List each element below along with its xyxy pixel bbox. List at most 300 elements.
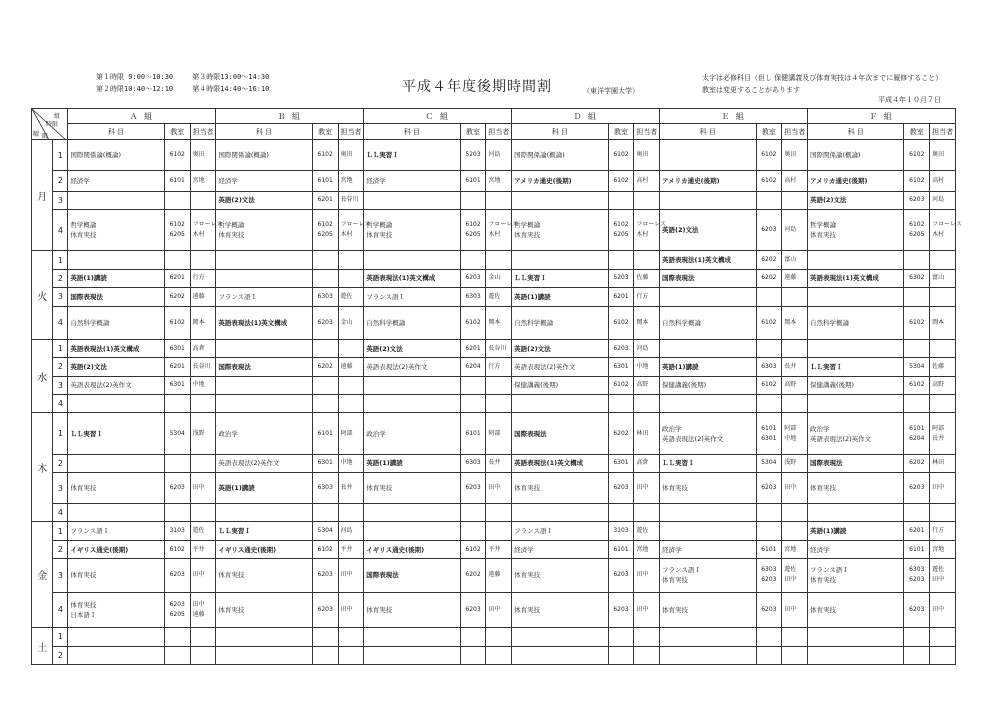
teacher-cell <box>782 376 808 394</box>
room-cell-line: 6102 <box>909 318 925 326</box>
teacher-cell <box>782 339 808 357</box>
room-cell-line: 6101 <box>169 176 185 184</box>
room-cell-line: 6202 <box>317 362 333 370</box>
subject-cell <box>216 540 312 558</box>
teacher-cell <box>634 288 660 306</box>
subject-cell <box>660 171 756 192</box>
room-cell-line: 6102 <box>909 151 925 158</box>
period-number: 1 <box>53 413 68 454</box>
room-cell <box>164 376 190 394</box>
room-cell <box>608 540 634 558</box>
subject-cell <box>660 504 756 522</box>
room-cell <box>312 540 338 558</box>
room-cell <box>756 413 782 454</box>
period-number: 2 <box>53 358 68 376</box>
room-cell <box>312 339 338 357</box>
subject-cell <box>807 339 903 357</box>
teacher-cell <box>930 646 956 665</box>
room-cell <box>608 306 634 339</box>
subject-cell <box>216 454 312 472</box>
subject-cell <box>216 473 312 504</box>
room-cell-line: 6301 <box>613 362 629 370</box>
teacher-cell <box>338 592 364 628</box>
teacher-cell <box>486 394 512 412</box>
teacher-cell <box>930 288 956 306</box>
teacher-header: 担当者 <box>338 124 364 140</box>
subject-cell-line: 哲学概論 <box>514 221 541 230</box>
subject-cell-line: 自然科学概論 <box>809 318 849 327</box>
period-row <box>32 251 956 269</box>
teacher-cell <box>486 171 512 192</box>
teacher-cell <box>338 504 364 522</box>
teacher-cell-line: 木村 <box>488 231 501 239</box>
room-cell <box>312 646 338 665</box>
period-4-time: 第４時限14:40～16:10 <box>192 85 270 93</box>
room-cell-line: 6203 <box>317 605 333 613</box>
subject-cell <box>660 628 756 646</box>
room-cell <box>460 394 486 412</box>
teacher-cell-line: 岡本 <box>784 318 797 326</box>
subject-cell <box>68 358 164 376</box>
room-cell <box>756 191 782 209</box>
room-cell-line: 6203 <box>761 576 777 584</box>
subject-cell <box>512 358 608 376</box>
subject-cell-line: 国際表現法 <box>366 571 399 580</box>
subject-cell <box>807 269 903 287</box>
subject-cell-line: 体育実技 <box>514 231 541 240</box>
room-cell <box>756 646 782 665</box>
room-cell <box>904 592 930 628</box>
room-cell <box>608 413 634 454</box>
teacher-cell-line: フローレス <box>488 221 519 229</box>
teacher-cell <box>930 522 956 540</box>
teacher-cell-line: 木村 <box>932 231 945 239</box>
room-cell-line: 6202 <box>613 429 629 437</box>
teacher-cell <box>338 522 364 540</box>
room-cell <box>164 358 190 376</box>
period-row <box>32 191 956 209</box>
room-cell-line: 6201 <box>169 274 185 282</box>
subject-cell <box>68 559 164 592</box>
room-cell-line: 6301 <box>761 434 777 442</box>
subject-cell-line: 哲学概論 <box>809 221 836 230</box>
subject-header: 科 目 <box>660 124 756 140</box>
subject-cell-line: 経済学 <box>366 176 386 185</box>
subject-cell <box>364 376 460 394</box>
subject-cell <box>364 628 460 646</box>
teacher-cell <box>782 210 808 251</box>
subject-cell-line: 体育実技 <box>70 600 97 609</box>
teacher-cell-line: 阿部 <box>340 429 353 437</box>
room-cell <box>460 376 486 394</box>
teacher-cell <box>338 269 364 287</box>
subject-cell <box>512 376 608 394</box>
subject-cell <box>660 559 756 592</box>
subject-cell-line: 国際関係論(概論) <box>809 151 861 159</box>
teacher-cell <box>634 171 660 192</box>
teacher-cell-line: 行方 <box>932 527 945 535</box>
teacher-cell-line: 奥田 <box>636 151 649 158</box>
period-row <box>32 646 956 665</box>
subject-header: 科 目 <box>68 124 164 140</box>
room-cell <box>904 191 930 209</box>
room-cell <box>312 288 338 306</box>
teacher-cell-line: 木村 <box>636 231 649 239</box>
teacher-cell <box>486 358 512 376</box>
room-cell <box>608 592 634 628</box>
subject-cell-line: ＬＬ実習Ｉ <box>514 274 547 283</box>
room-cell-line: 6203 <box>909 196 925 204</box>
subject-cell <box>512 269 608 287</box>
teacher-cell <box>190 358 216 376</box>
subject-cell <box>660 376 756 394</box>
teacher-cell <box>190 140 216 171</box>
room-cell-line: 5304 <box>761 459 777 467</box>
room-cell <box>904 559 930 592</box>
subject-cell <box>68 522 164 540</box>
subject-cell <box>512 288 608 306</box>
subject-cell <box>512 191 608 209</box>
room-cell-line: 6301 <box>317 459 333 467</box>
teacher-cell <box>486 288 512 306</box>
room-cell-line: 6203 <box>613 484 629 492</box>
subject-cell-line: 保健講義(後期) <box>662 381 707 390</box>
period-3-time: 第３時限13:00～14:30 <box>192 73 270 81</box>
teacher-cell <box>634 394 660 412</box>
subject-cell-line: 英語(2)文法 <box>366 344 403 353</box>
room-cell <box>164 140 190 171</box>
room-cell <box>312 140 338 171</box>
room-cell-line: 6203 <box>465 605 481 613</box>
room-cell <box>312 191 338 209</box>
room-cell-line: 6303 <box>761 566 777 574</box>
room-cell-line: 6301 <box>169 381 185 389</box>
subject-cell-line: 体育実技 <box>514 605 541 614</box>
period-number: 2 <box>53 171 68 192</box>
subject-cell-line: ＬＬ実習Ｉ <box>809 362 843 371</box>
teacher-cell-line: 高村 <box>784 176 797 184</box>
room-cell <box>608 559 634 592</box>
room-cell <box>904 339 930 357</box>
room-cell-line: 6203 <box>613 605 629 613</box>
teacher-cell-line: 奥田 <box>192 151 205 158</box>
subject-cell-line: 経済学 <box>662 545 682 554</box>
teacher-cell <box>190 454 216 472</box>
subject-cell-line: 体育実技 <box>218 231 245 240</box>
subject-cell-line: ＬＬ実習Ｉ <box>218 527 251 536</box>
period-row <box>32 592 956 628</box>
room-cell-line: 6102 <box>613 151 629 158</box>
room-cell-line: 6205 <box>613 231 629 239</box>
room-cell <box>460 210 486 251</box>
room-cell <box>904 413 930 454</box>
subject-cell-line: 英語表現法(2)英作文 <box>809 434 872 443</box>
subject-cell <box>512 504 608 522</box>
teacher-cell <box>486 540 512 558</box>
subject-cell <box>660 210 756 251</box>
teacher-cell <box>486 210 519 251</box>
room-cell <box>608 454 634 472</box>
room-cell <box>904 540 930 558</box>
teacher-cell-line: 奥田 <box>932 151 945 158</box>
subject-cell-line: 自然科学概論 <box>366 318 406 327</box>
room-cell-line: 6201 <box>613 292 629 300</box>
teacher-cell-line: 高村 <box>932 176 945 184</box>
teacher-cell <box>338 339 364 357</box>
subject-cell-line: 体育実技 <box>514 571 541 580</box>
subject-cell <box>807 140 903 171</box>
room-cell <box>460 592 486 628</box>
room-cell <box>904 628 930 646</box>
teacher-cell <box>930 394 956 412</box>
teacher-cell-line: 岡本 <box>192 318 205 326</box>
room-cell <box>164 210 190 251</box>
subject-cell-line: 英語表現法(1)英文構成 <box>514 459 584 468</box>
subject-cell-line: 英語(1)講読 <box>514 292 551 301</box>
room-cell-line: 6102 <box>761 318 777 326</box>
room-cell-line: 6102 <box>613 381 629 389</box>
subject-cell-line: 国際関係論(概論) <box>218 151 269 159</box>
teacher-cell-line: フローレス <box>340 221 371 229</box>
teacher-cell <box>634 540 660 558</box>
teacher-cell-line: 中地 <box>784 434 797 442</box>
subject-cell-line: フランス語Ｉ <box>809 566 849 575</box>
period-number: 1 <box>53 140 68 171</box>
teacher-cell-line: 長谷川 <box>488 344 507 352</box>
subject-cell-line: 自然科学概論 <box>662 318 702 327</box>
subject-cell-line: フランス語Ｉ <box>70 527 110 536</box>
teacher-cell <box>486 413 512 454</box>
subject-cell <box>216 592 312 628</box>
subject-cell-line: 政治学 <box>809 424 830 433</box>
subject-cell <box>216 269 312 287</box>
room-cell <box>312 376 338 394</box>
teacher-cell <box>930 473 956 504</box>
room-cell-line: 6302 <box>909 274 925 282</box>
room-cell-line: 6202 <box>465 571 481 579</box>
subject-cell <box>216 413 312 454</box>
room-cell-line: 6203 <box>761 484 777 492</box>
room-cell <box>164 306 190 339</box>
subject-cell-line: 英語(2)文法 <box>514 344 551 353</box>
timetable-body <box>32 140 962 665</box>
subject-cell-line: 体育実技 <box>809 231 836 240</box>
teacher-cell <box>338 251 364 269</box>
room-cell <box>164 171 190 192</box>
room-cell <box>608 288 634 306</box>
room-cell <box>460 559 486 592</box>
room-cell <box>164 559 190 592</box>
subject-cell-line: 国際関係論(概論) <box>70 151 121 159</box>
teacher-cell-line: 中地 <box>192 381 205 389</box>
room-cell <box>460 522 486 540</box>
teacher-cell <box>486 559 512 592</box>
subject-cell <box>68 454 164 472</box>
subject-cell-line: ＬＬ実習Ｉ <box>366 151 399 159</box>
period-number: 1 <box>53 522 68 540</box>
day-label: 月 <box>32 140 53 251</box>
teacher-cell <box>930 504 956 522</box>
teacher-cell <box>634 191 660 209</box>
subject-cell-line: 体育実技 <box>366 231 393 240</box>
room-cell <box>164 394 190 412</box>
room-cell-line: 6102 <box>761 176 777 184</box>
room-cell-line: 6102 <box>169 221 185 229</box>
room-cell <box>756 522 782 540</box>
subject-cell-line: 国際表現法 <box>662 274 695 283</box>
subject-cell <box>660 413 756 454</box>
teacher-cell <box>338 394 364 412</box>
subject-cell-line: 自然科学概論 <box>70 318 110 327</box>
room-cell-line: 6202 <box>761 274 777 282</box>
subject-cell-line: フランス語Ｉ <box>366 292 406 301</box>
teacher-cell <box>930 592 956 628</box>
subject-cell <box>216 210 312 251</box>
teacher-header: 担当者 <box>782 124 808 140</box>
subject-cell <box>512 251 608 269</box>
subject-cell-line: アメリカ通史(後期) <box>809 176 868 185</box>
teacher-cell <box>930 269 956 287</box>
subject-cell <box>807 504 903 522</box>
subject-cell-line: ＬＬ実習Ｉ <box>662 459 695 468</box>
subject-cell-line: 英語表現法(1)英文構成 <box>662 256 732 265</box>
room-cell-line: 6202 <box>169 292 185 300</box>
room-cell-line: 6203 <box>169 484 185 492</box>
room-cell <box>756 358 782 376</box>
subject-cell <box>512 646 608 665</box>
subject-cell <box>68 394 164 412</box>
room-cell <box>460 413 486 454</box>
teacher-cell <box>634 454 660 472</box>
room-cell <box>460 454 486 472</box>
teacher-cell <box>338 473 364 504</box>
period-row <box>32 413 956 454</box>
room-cell <box>460 288 486 306</box>
subject-cell-line: イギリス通史(後期) <box>70 545 129 554</box>
room-cell-line: 6205 <box>909 231 925 239</box>
subject-cell <box>216 394 312 412</box>
room-cell-line: 6203 <box>317 571 333 579</box>
teacher-cell-line: 行方 <box>192 274 205 282</box>
room-cell-line: 5304 <box>909 362 925 370</box>
subject-cell <box>364 288 460 306</box>
subject-cell <box>68 171 164 192</box>
teacher-cell <box>486 191 512 209</box>
teacher-header: 担当者 <box>190 124 216 140</box>
subject-cell <box>364 473 460 504</box>
subject-cell <box>364 559 460 592</box>
subject-cell-line: 政治学 <box>218 429 238 438</box>
subject-cell <box>660 140 756 171</box>
room-cell-line: 6102 <box>613 176 629 184</box>
teacher-cell <box>634 306 660 339</box>
subject-cell-line: 政治学 <box>662 424 682 433</box>
teacher-cell <box>338 376 364 394</box>
period-number: 1 <box>53 628 68 646</box>
teacher-cell <box>338 559 364 592</box>
room-cell <box>164 646 190 665</box>
teacher-cell-line: 宮地 <box>488 176 501 184</box>
subject-cell-line: 哲学概論 <box>70 221 97 230</box>
room-cell-line: 5203 <box>465 151 481 158</box>
teacher-cell <box>486 504 512 522</box>
subject-cell <box>68 540 164 558</box>
teacher-cell <box>782 140 808 171</box>
day-label: 火 <box>32 251 53 339</box>
subject-cell <box>660 251 756 269</box>
room-cell <box>608 251 634 269</box>
subject-cell <box>364 171 460 192</box>
subject-cell-line: 英語表現法(1)英文構成 <box>366 274 436 283</box>
period-row <box>32 288 956 306</box>
teacher-cell <box>634 504 660 522</box>
room-cell <box>164 454 190 472</box>
teacher-cell-line: 田中 <box>932 484 945 492</box>
teacher-cell-line: 中地 <box>340 459 353 467</box>
subject-cell <box>660 540 756 558</box>
room-cell <box>608 191 634 209</box>
room-cell <box>904 306 930 339</box>
teacher-cell <box>782 628 808 646</box>
teacher-cell <box>486 269 512 287</box>
subject-cell-line: フランス語Ｉ <box>218 292 258 301</box>
teacher-cell-line: 宮地 <box>636 545 649 553</box>
subject-cell <box>364 394 460 412</box>
room-cell <box>312 559 338 592</box>
subject-cell-line: 体育実技 <box>366 484 393 493</box>
teacher-cell-line: 平井 <box>340 545 353 553</box>
period-number: 2 <box>53 646 68 665</box>
group-header-a: Ａ 組 <box>68 109 216 124</box>
period-row <box>32 559 956 592</box>
teacher-cell <box>930 376 956 394</box>
subject-header: 科 目 <box>807 124 903 140</box>
period-row <box>32 522 956 540</box>
room-cell <box>904 171 930 192</box>
room-cell-line: 6101 <box>317 176 333 184</box>
teacher-cell <box>930 628 956 646</box>
room-cell <box>460 628 486 646</box>
room-cell-line: 6303 <box>761 362 777 370</box>
teacher-cell-line: 遠藤 <box>784 274 797 282</box>
subject-cell <box>364 269 460 287</box>
subject-cell <box>660 522 756 540</box>
subject-cell-line: フランス語Ｉ <box>662 566 701 575</box>
subject-cell-line: 英語表現法(1)英文構成 <box>218 318 288 327</box>
corner-header <box>32 109 68 140</box>
teacher-cell <box>190 210 223 251</box>
teacher-cell-line: 林田 <box>932 459 945 467</box>
room-header: 教室 <box>904 124 930 140</box>
note-rooms: 教室は変更することがあります <box>702 86 800 94</box>
subject-cell-line: 英語(2)文法 <box>70 362 107 371</box>
teacher-cell <box>190 394 216 412</box>
teacher-cell-line: 平井 <box>192 545 205 553</box>
room-cell <box>756 540 782 558</box>
teacher-cell-line: 遊佐 <box>636 527 649 535</box>
subject-cell <box>512 171 608 192</box>
subject-cell-line: 経済学 <box>218 176 238 185</box>
room-cell <box>904 646 930 665</box>
teacher-cell <box>930 358 956 376</box>
teacher-cell <box>486 306 512 339</box>
teacher-cell <box>634 140 660 171</box>
group-header-f: Ｆ 組 <box>807 109 955 124</box>
room-cell <box>904 358 930 376</box>
subject-cell <box>807 454 903 472</box>
teacher-cell <box>782 394 808 412</box>
teacher-cell-line: 富山 <box>784 256 797 264</box>
